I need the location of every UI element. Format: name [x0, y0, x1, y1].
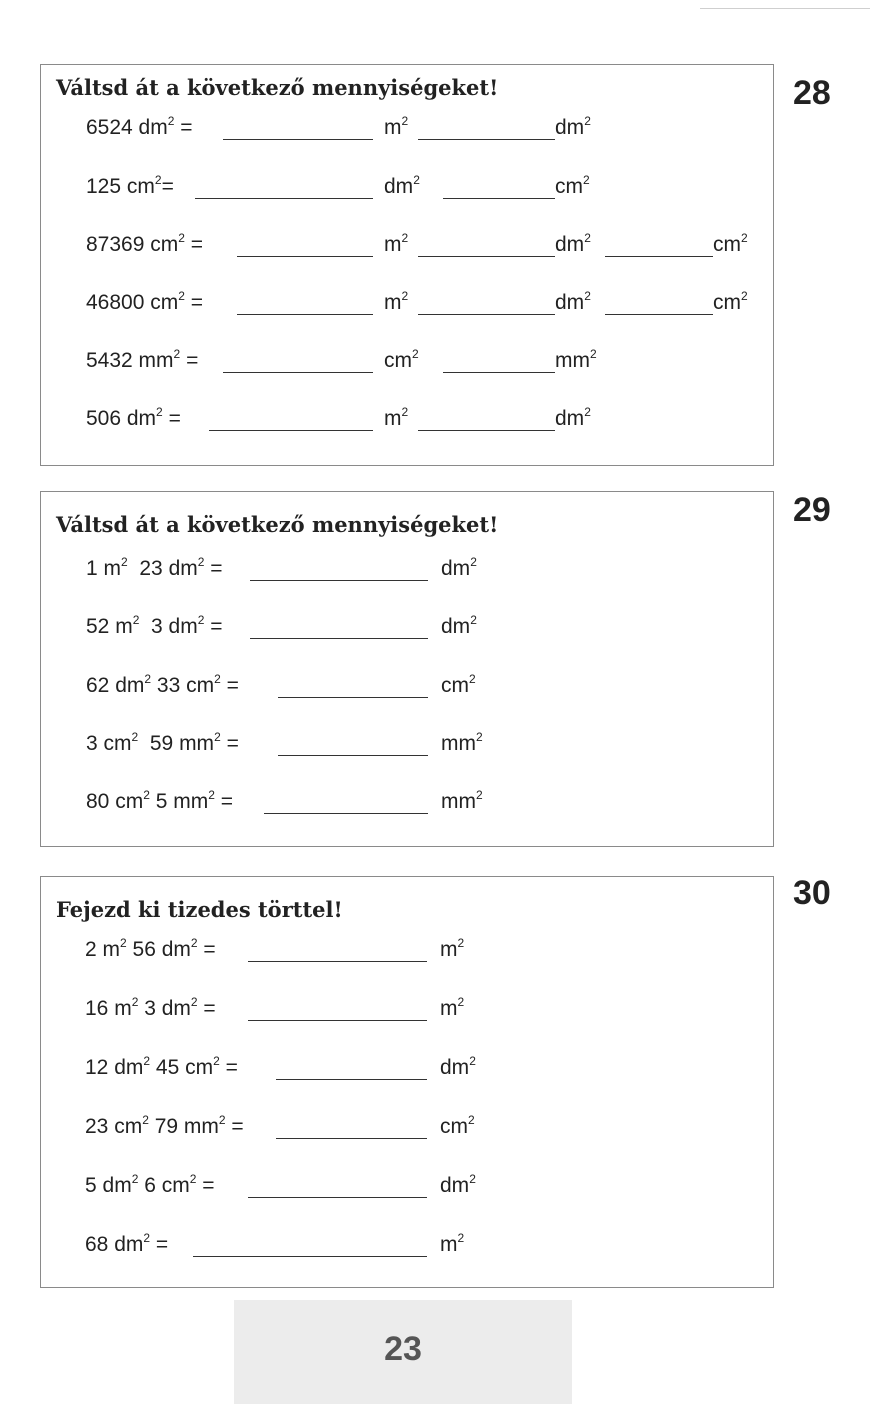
exercise-row — [41, 290, 773, 320]
unit-label: $m^2$ — [440, 995, 465, 1020]
exercise-row — [41, 1173, 773, 1203]
unit-label: $m^2$ — [384, 289, 409, 314]
exercise-row — [41, 996, 773, 1026]
exercise-row — [41, 614, 773, 644]
answer-blank[interactable] — [237, 314, 373, 315]
unit-label: $m^2$ — [384, 405, 409, 430]
unit-label: $cm^2$ — [441, 672, 476, 697]
answer-blank[interactable] — [195, 198, 373, 199]
unit-label: $m^2$ — [384, 114, 409, 139]
given-quantity: 1 $m^2$ 23 $dm^2$ = — [86, 555, 223, 580]
answer-blank[interactable] — [248, 961, 427, 962]
given-quantity: 16 $m^2$ 3 $dm^2$ = — [85, 995, 216, 1020]
exercise-row — [41, 115, 773, 145]
given-quantity: 46800 $cm^2$ = — [86, 289, 204, 314]
unit-label: $dm^2$ — [555, 289, 591, 314]
given-quantity: 6524 $dm^2$ = — [86, 114, 193, 139]
given-quantity: 87369 $cm^2$ = — [86, 231, 204, 256]
answer-blank[interactable] — [278, 697, 428, 698]
given-quantity: 3 $cm^2$ 59 $mm^2$ = — [86, 730, 239, 755]
exercise-row — [41, 348, 773, 378]
exercise-box-28 — [40, 64, 774, 466]
unit-label: $dm^2$ — [440, 1172, 476, 1197]
unit-label: $cm^2$ — [555, 173, 590, 198]
answer-blank[interactable] — [276, 1079, 427, 1080]
answer-blank[interactable] — [250, 580, 428, 581]
unit-label: $mm^2$ — [555, 347, 597, 372]
unit-label: $mm^2$ — [441, 730, 483, 755]
answer-blank[interactable] — [443, 372, 555, 373]
unit-label: $dm^2$ — [441, 613, 477, 638]
exercise-row — [41, 1232, 773, 1262]
unit-label: $dm^2$ — [555, 114, 591, 139]
unit-label: $dm^2$ — [384, 173, 420, 198]
unit-label: $cm^2$ — [713, 231, 748, 256]
unit-label: $cm^2$ — [384, 347, 419, 372]
exercise-heading: Fejezd ki tizedes törttel! — [56, 897, 343, 922]
answer-blank[interactable] — [418, 430, 555, 431]
unit-label: $dm^2$ — [441, 555, 477, 580]
exercise-row — [41, 1114, 773, 1144]
unit-label: $dm^2$ — [440, 1054, 476, 1079]
unit-label: $mm^2$ — [441, 788, 483, 813]
exercise-box-29 — [40, 491, 774, 847]
exercise-row — [41, 1055, 773, 1085]
page-number: 23 — [384, 1330, 422, 1368]
exercise-box-30 — [40, 876, 774, 1288]
answer-blank[interactable] — [605, 256, 713, 257]
given-quantity: 68 $dm^2$ = — [85, 1231, 169, 1256]
answer-blank[interactable] — [248, 1020, 427, 1021]
answer-blank[interactable] — [223, 139, 373, 140]
exercise-heading: Váltsd át a következő mennyiségeket! — [56, 512, 499, 537]
unit-label: $cm^2$ — [440, 1113, 475, 1138]
answer-blank[interactable] — [418, 314, 555, 315]
answer-blank[interactable] — [223, 372, 373, 373]
exercise-row — [41, 232, 773, 262]
answer-blank[interactable] — [248, 1197, 427, 1198]
given-quantity: 5 $dm^2$ 6 $cm^2$ = — [85, 1172, 215, 1197]
exercise-row — [41, 731, 773, 761]
unit-label: $m^2$ — [384, 231, 409, 256]
answer-blank[interactable] — [418, 256, 555, 257]
exercise-row — [41, 406, 773, 436]
given-quantity: 52 $m^2$ 3 $dm^2$ = — [86, 613, 223, 638]
answer-blank[interactable] — [276, 1138, 427, 1139]
exercise-row — [41, 937, 773, 967]
given-quantity: 80 $cm^2$ 5 $mm^2$ = — [86, 788, 234, 813]
unit-label: $m^2$ — [440, 1231, 465, 1256]
exercise-number: 28 — [793, 74, 831, 112]
given-quantity: 5432 $mm^2$ = — [86, 347, 199, 372]
given-quantity: 12 $dm^2$ 45 $cm^2$ = — [85, 1054, 238, 1079]
answer-blank[interactable] — [209, 430, 373, 431]
given-quantity: 23 $cm^2$ 79 $mm^2$ = — [85, 1113, 244, 1138]
unit-label: $m^2$ — [440, 936, 465, 961]
answer-blank[interactable] — [237, 256, 373, 257]
exercise-row — [41, 174, 773, 204]
exercise-row — [41, 673, 773, 703]
given-quantity: 2 $m^2$ 56 $dm^2$ = — [85, 936, 216, 961]
given-quantity: 506 $dm^2$ = — [86, 405, 181, 430]
answer-blank[interactable] — [264, 813, 428, 814]
answer-blank[interactable] — [443, 198, 555, 199]
top-rule — [700, 8, 870, 9]
exercise-row — [41, 556, 773, 586]
given-quantity: 62 $dm^2$ 33 $cm^2$ = — [86, 672, 239, 697]
exercise-heading: Váltsd át a következő mennyiségeket! — [56, 75, 499, 100]
unit-label: $cm^2$ — [713, 289, 748, 314]
answer-blank[interactable] — [278, 755, 428, 756]
page-footer — [234, 1300, 572, 1404]
exercise-number: 29 — [793, 491, 831, 529]
unit-label: $dm^2$ — [555, 231, 591, 256]
answer-blank[interactable] — [605, 314, 713, 315]
answer-blank[interactable] — [418, 139, 555, 140]
exercise-row — [41, 789, 773, 819]
exercise-number: 30 — [793, 874, 831, 912]
answer-blank[interactable] — [250, 638, 428, 639]
answer-blank[interactable] — [193, 1256, 427, 1257]
given-quantity: 125 $cm^2=$ — [86, 173, 174, 198]
unit-label: $dm^2$ — [555, 405, 591, 430]
